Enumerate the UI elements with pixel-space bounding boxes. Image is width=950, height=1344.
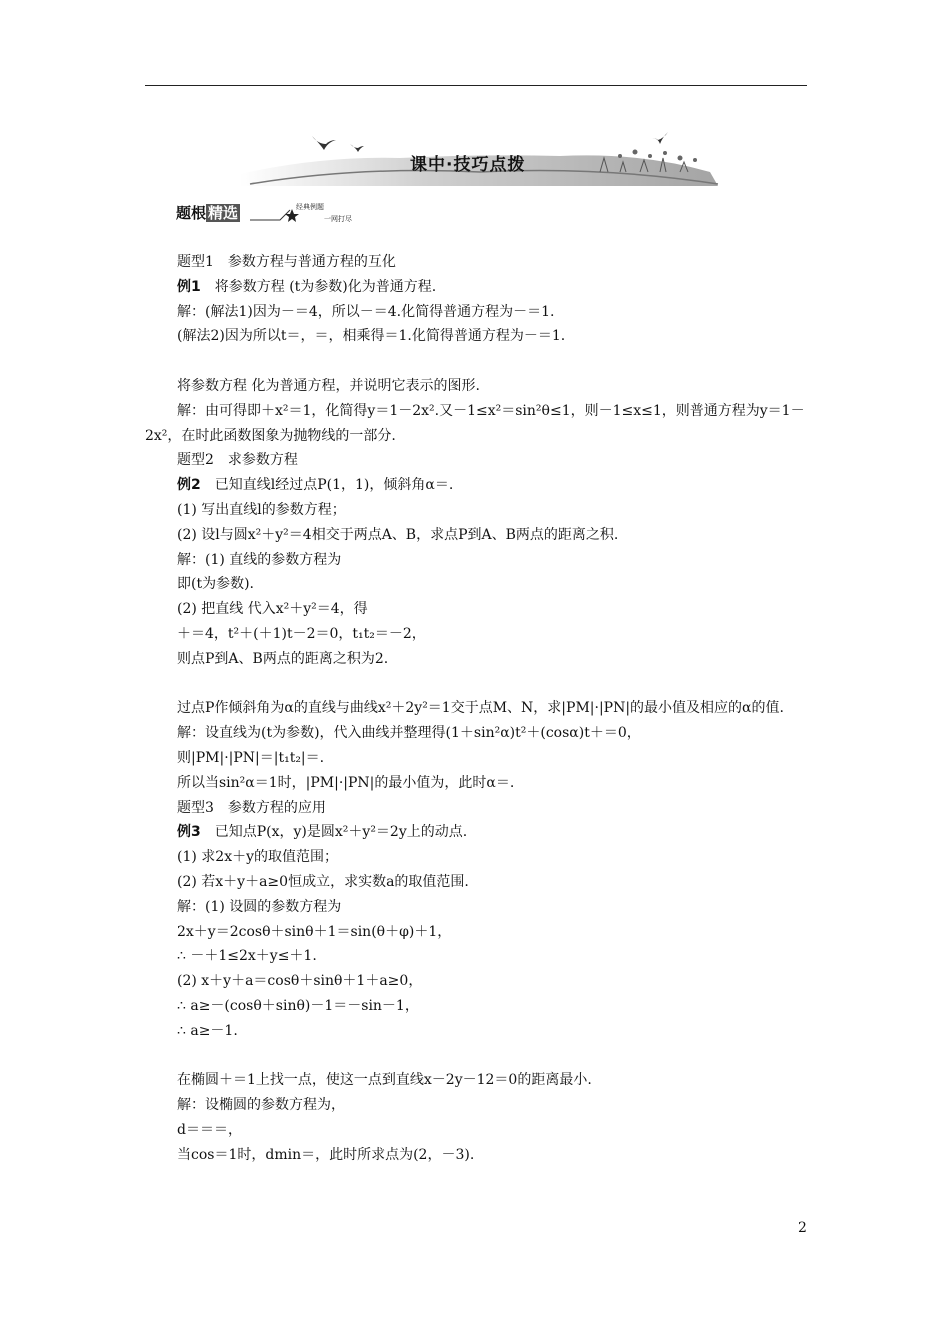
heading-type2: 题型2 求参数方程: [177, 452, 298, 469]
heading-type3: 题型3 参数方程的应用: [177, 799, 326, 816]
section-tag-prefix: 题根: [176, 204, 207, 222]
paragraph: 则点P到A、B两点的距离之积为2.: [177, 650, 389, 667]
example3-label: 例3: [177, 824, 201, 841]
paragraph: ＋＝4，t²＋(＋1)t－2＝0，t₁t₂＝－2，: [177, 625, 426, 642]
paragraph: 即(t为参数).: [177, 576, 254, 593]
example3-text: 已知点P(x，y)是圆x²＋y²＝2y上的动点.: [200, 824, 468, 841]
paragraph: 将参数方程 化为普通方程，并说明它表示的图形.: [177, 377, 480, 394]
paragraph: 解：由可得即＋x²＝1，化简得y＝1－2x².又－1≤x²＝sin²θ≤1，则－1≤x≤1，则普通方程为y＝1－2x²，在时此函数图象为抛物线的一部分.: [145, 402, 805, 444]
example2-label: 例2: [177, 477, 201, 494]
paragraph: (2) 把直线 代入x²＋y²＝4，得: [177, 601, 368, 618]
paragraph: 解：(解法1)因为－＝4，所以－＝4.化简得普通方程为－＝1.: [177, 303, 555, 320]
paragraph: ∴ a≥－1.: [177, 1022, 238, 1039]
paragraph: 则|PM|·|PN|＝|t₁t₂|＝.: [177, 749, 325, 766]
paragraph: 当cos＝1时，dmin＝，此时所求点为(2，－3).: [177, 1146, 475, 1163]
section-tag-sub1: 经典例题: [296, 203, 324, 211]
example1-label: 例1: [177, 278, 201, 295]
paragraph: (1) 写出直线l的参数方程；: [177, 501, 346, 518]
header-rule: [145, 85, 807, 86]
paragraph: 所以当sin²α＝1时，|PM|·|PN|的最小值为，此时α＝.: [177, 774, 515, 791]
heading-type1: 题型1 参数方程与普通方程的互化: [177, 254, 396, 270]
example1: [145, 275, 810, 300]
example1-text: 将参数方程 (t为参数)化为普通方程.: [200, 278, 437, 295]
example2: [145, 473, 810, 498]
page-number: 2: [798, 1220, 807, 1236]
paragraph: (2) 设l与圆x²＋y²＝4相交于两点A、B，求点P到A、B两点的距离之积.: [177, 526, 619, 543]
example2-text: 已知直线l经过点P(1，1)，倾斜角α＝.: [200, 477, 454, 494]
paragraph: (2) 若x＋y＋a≥0恒成立，求实数a的取值范围.: [177, 873, 469, 890]
banner-title: 课中·技巧点拨: [410, 155, 526, 175]
paragraph: 在椭圆＋＝1上找一点，使这一点到直线x－2y－12＝0的距离最小.: [177, 1072, 592, 1089]
paragraph: 解：设直线为(t为参数)，代入曲线并整理得(1＋sin²α)t²＋(cosα)t＋＝0，: [177, 725, 641, 742]
paragraph: (解法2)因为所以t＝，＝，相乘得＝1.化简得普通方程为－＝1.: [177, 328, 566, 345]
paragraph: ∴ a≥－(cosθ＋sinθ)－1＝－sin－1，: [177, 997, 419, 1014]
paragraph: (1) 求2x＋y的取值范围；: [177, 849, 338, 866]
paragraph: d＝＝＝，: [177, 1121, 242, 1138]
example3: [145, 820, 810, 845]
paragraph: 解：设椭圆的参数方程为，: [177, 1097, 345, 1114]
paragraph: 解：(1) 设圆的参数方程为: [177, 898, 342, 915]
paragraph: 解：(1) 直线的参数方程为: [177, 551, 342, 568]
paragraph: 过点P作倾斜角为α的直线与曲线x²＋2y²＝1交于点M、N，求|PM|·|PN|的最小值及相应的α的值.: [177, 700, 784, 717]
section-tag-highlight: 精选: [208, 204, 239, 222]
paragraph: 2x＋y＝2cosθ＋sinθ＋1＝sin(θ＋φ)＋1，: [177, 923, 452, 940]
star-icon: [250, 208, 300, 222]
paragraph: (2) x＋y＋a＝cosθ＋sinθ＋1＋a≥0，: [177, 973, 423, 990]
paragraph: ∴ －＋1≤2x＋y≤＋1.: [177, 948, 317, 965]
section-tag-sub2: 一网打尽: [324, 215, 352, 223]
document-body: [145, 250, 810, 1167]
section-tag-title: [176, 202, 240, 223]
